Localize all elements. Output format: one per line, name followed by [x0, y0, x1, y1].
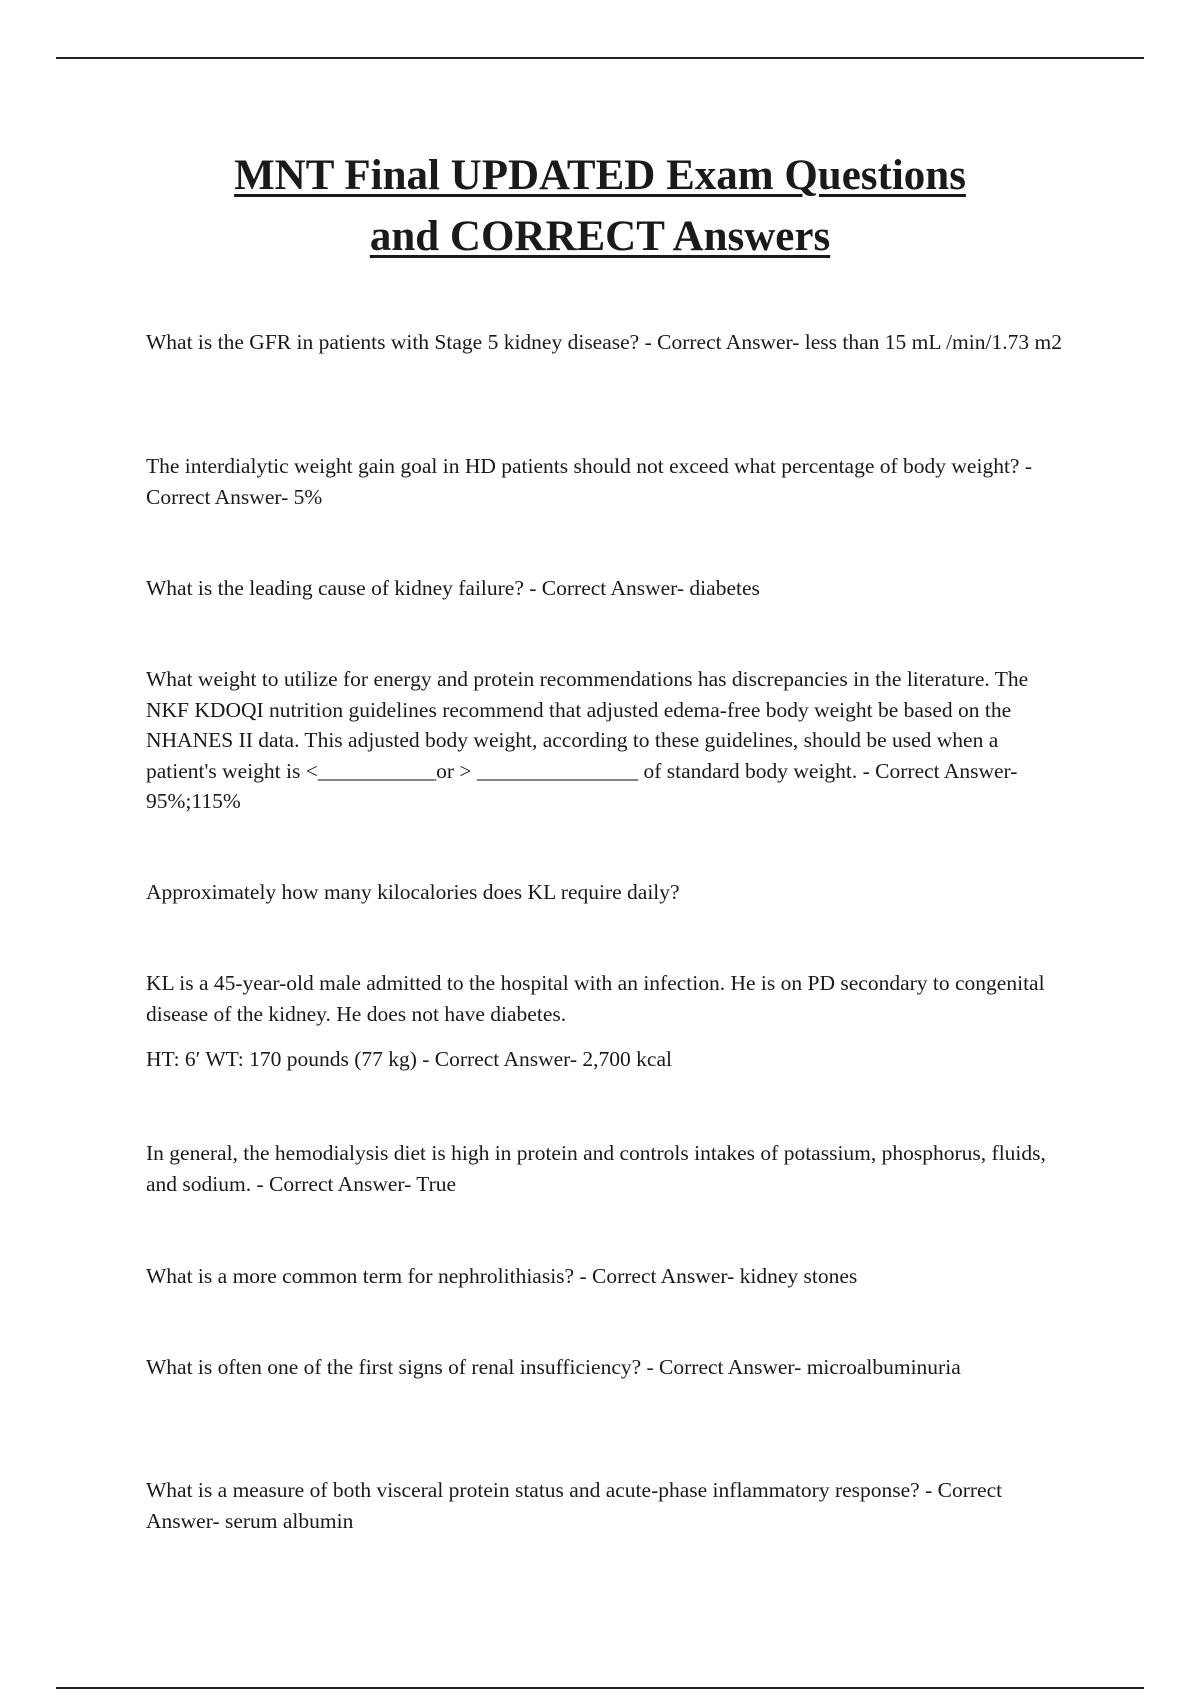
qa-item-interdialytic-weight-gain [146, 451, 1066, 512]
qa-item-adjusted-body-weight [146, 664, 1066, 817]
top-rule [56, 57, 1144, 59]
qa-text: What is often one of the first signs of renal insufficiency? - Correct Answer- microalbuminuria [146, 1355, 961, 1379]
title-line-2: and CORRECT Answers [369, 213, 831, 260]
qa-text: What weight to utilize for energy and protein recommendations has discrepancies in the literature. The NKF KDOQI nutrition guidelines recommend that adjusted edema-free body weight be based on the NHANES II data. This adjusted body weight, according to these guidelines, should be used when a patient's weight is <___________or > _______________ of standard body weight. - Correct Answer- 95%;115% [146, 667, 1029, 813]
qa-item-kilocalories-question [146, 877, 1066, 908]
page-title [100, 145, 1100, 267]
qa-item-gfr-stage5 [146, 327, 1066, 358]
qa-item-nephrolithiasis [146, 1261, 1066, 1292]
qa-text: What is a more common term for nephrolithiasis? - Correct Answer- kidney stones [146, 1264, 858, 1288]
qa-text: What is the leading cause of kidney failure? - Correct Answer- diabetes [146, 576, 760, 600]
qa-text: The interdialytic weight gain goal in HD patients should not exceed what percentage of body weight? - Correct Answer- 5% [146, 454, 1033, 509]
qa-text: Approximately how many kilocalories does KL require daily? [146, 880, 680, 904]
qa-text: What is the GFR in patients with Stage 5 kidney disease? - Correct Answer- less than 15 mL /min/1.73 m2 [146, 330, 1062, 354]
qa-item-renal-insufficiency [146, 1352, 1066, 1383]
qa-text: KL is a 45-year-old male admitted to the hospital with an infection. He is on PD secondary to congenital disease of the kidney. He does not have diabetes. [146, 971, 1045, 1026]
qa-text-answer: HT: 6′ WT: 170 pounds (77 kg) - Correct Answer- 2,700 kcal [146, 1047, 672, 1071]
qa-item-leading-cause [146, 573, 1066, 604]
qa-item-kl-case [146, 968, 1066, 1075]
qa-item-visceral-protein [146, 1475, 1066, 1536]
qa-text: In general, the hemodialysis diet is high in protein and controls intakes of potassium, phosphorus, fluids, and sodium. - Correct Answer- True [146, 1141, 1046, 1196]
qa-text: What is a measure of both visceral protein status and acute-phase inflammatory response? - Correct Answer- serum albumin [146, 1478, 1003, 1533]
qa-item-hemodialysis-diet [146, 1138, 1066, 1199]
bottom-rule [56, 1687, 1144, 1689]
title-line-1: MNT Final UPDATED Exam Questions [234, 152, 966, 199]
